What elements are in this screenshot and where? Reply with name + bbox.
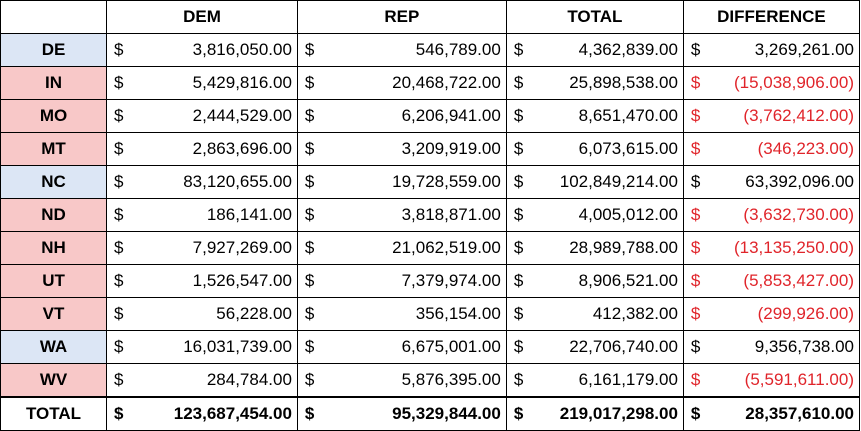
amount-value: 6,073,615.00	[578, 139, 678, 158]
rep-cell[interactable]	[297, 100, 506, 133]
currency-symbol: $	[690, 304, 701, 323]
dem-cell[interactable]	[107, 133, 298, 166]
amount-value: (5,591,611.00)	[744, 370, 854, 389]
dem-cell[interactable]	[107, 331, 298, 364]
amount-value: (346,223.00)	[757, 139, 854, 158]
header-difference[interactable]: DIFFERENCE	[683, 1, 859, 34]
difference-cell[interactable]	[683, 298, 859, 331]
currency-symbol: $	[114, 40, 124, 59]
state-cell[interactable]: ND	[1, 199, 107, 232]
total-cell[interactable]	[506, 364, 683, 398]
currency-symbol: $	[513, 337, 524, 356]
total-cell[interactable]	[506, 199, 683, 232]
header-rep[interactable]: REP	[297, 1, 506, 34]
state-cell[interactable]: WA	[1, 331, 107, 364]
rep-cell[interactable]	[297, 67, 506, 100]
amount-value: 95,329,844.00	[392, 404, 501, 423]
currency-symbol: $	[690, 106, 701, 125]
total-cell[interactable]	[506, 133, 683, 166]
amount-value: 6,206,941.00	[401, 106, 501, 125]
amount-value: 7,927,269.00	[192, 238, 292, 257]
rep-cell[interactable]	[297, 166, 506, 199]
total-dem-cell[interactable]	[107, 397, 298, 431]
currency-symbol: $	[304, 205, 315, 224]
amount-value: 412,382.00	[592, 304, 678, 323]
state-cell[interactable]: IN	[1, 67, 107, 100]
amount-value: 4,362,839.00	[578, 40, 678, 59]
currency-symbol: $	[114, 238, 124, 257]
currency-symbol: $	[114, 271, 124, 290]
amount-value: 25,898,538.00	[569, 73, 678, 92]
currency-symbol: $	[513, 304, 524, 323]
totals-row	[1, 397, 860, 431]
difference-cell[interactable]	[683, 67, 859, 100]
currency-symbol: $	[304, 238, 315, 257]
dem-cell[interactable]	[107, 67, 298, 100]
currency-symbol: $	[513, 205, 524, 224]
amount-value: 1,526,547.00	[192, 271, 292, 290]
amount-value: 56,228.00	[216, 304, 292, 323]
state-cell[interactable]: NH	[1, 232, 107, 265]
table-row	[1, 232, 860, 265]
amount-value: 4,005,012.00	[578, 205, 678, 224]
currency-symbol: $	[513, 238, 524, 257]
table-row	[1, 34, 860, 67]
rep-cell[interactable]	[297, 331, 506, 364]
total-cell[interactable]	[506, 166, 683, 199]
difference-cell[interactable]	[683, 265, 859, 298]
currency-symbol: $	[304, 40, 315, 59]
currency-symbol: $	[690, 73, 701, 92]
currency-symbol: $	[114, 404, 124, 423]
currency-symbol: $	[513, 73, 524, 92]
state-cell[interactable]: MO	[1, 100, 107, 133]
state-cell[interactable]: MT	[1, 133, 107, 166]
currency-symbol: $	[114, 106, 124, 125]
difference-cell[interactable]	[683, 199, 859, 232]
table-row	[1, 265, 860, 298]
currency-symbol: $	[690, 172, 701, 191]
dem-cell[interactable]	[107, 232, 298, 265]
amount-value: 2,444,529.00	[192, 106, 292, 125]
amount-value: 7,379,974.00	[401, 271, 501, 290]
amount-value: 6,161,179.00	[578, 370, 678, 389]
amount-value: 3,818,871.00	[401, 205, 501, 224]
total-rep-cell[interactable]	[297, 397, 506, 431]
dem-cell[interactable]	[107, 166, 298, 199]
difference-cell[interactable]	[683, 232, 859, 265]
amount-value: 20,468,722.00	[392, 73, 501, 92]
difference-cell[interactable]	[683, 364, 859, 398]
total-cell[interactable]	[506, 67, 683, 100]
amount-value: 8,906,521.00	[578, 271, 678, 290]
rep-cell[interactable]	[297, 298, 506, 331]
currency-symbol: $	[690, 238, 701, 257]
table-row	[1, 166, 860, 199]
amount-value: 5,429,816.00	[192, 73, 292, 92]
amount-value: 356,154.00	[415, 304, 501, 323]
total-cell[interactable]	[506, 265, 683, 298]
grand-total-cell[interactable]	[506, 397, 683, 431]
rep-cell[interactable]	[297, 34, 506, 67]
amount-value: 9,356,738.00	[754, 337, 854, 356]
state-cell[interactable]: WV	[1, 364, 107, 398]
rep-cell[interactable]	[297, 364, 506, 398]
table-row	[1, 133, 860, 166]
dem-cell[interactable]	[107, 364, 298, 398]
total-difference-cell[interactable]	[683, 397, 859, 431]
dem-cell[interactable]	[107, 100, 298, 133]
currency-symbol: $	[690, 205, 701, 224]
state-cell[interactable]: NC	[1, 166, 107, 199]
amount-value: 123,687,454.00	[173, 404, 292, 423]
table-row	[1, 364, 860, 398]
amount-value: (5,853,427.00)	[743, 271, 854, 290]
currency-symbol: $	[304, 73, 315, 92]
amount-value: 63,392,096.00	[745, 172, 854, 191]
difference-cell[interactable]	[683, 166, 859, 199]
total-cell[interactable]	[506, 100, 683, 133]
currency-symbol: $	[304, 271, 315, 290]
total-cell[interactable]	[506, 232, 683, 265]
rep-cell[interactable]	[297, 232, 506, 265]
amount-value: 28,357,610.00	[745, 404, 854, 423]
amount-value: 83,120,655.00	[183, 172, 292, 191]
header-total[interactable]: TOTAL	[506, 1, 683, 34]
dem-cell[interactable]	[107, 34, 298, 67]
rep-cell[interactable]	[297, 265, 506, 298]
state-cell[interactable]: VT	[1, 298, 107, 331]
amount-value: 219,017,298.00	[559, 404, 678, 423]
header-row	[1, 1, 860, 34]
currency-symbol: $	[304, 172, 315, 191]
currency-symbol: $	[513, 139, 524, 158]
amount-value: 8,651,470.00	[578, 106, 678, 125]
totals-label[interactable]: TOTAL	[1, 397, 107, 431]
currency-symbol: $	[114, 139, 124, 158]
currency-symbol: $	[304, 370, 315, 389]
currency-symbol: $	[304, 106, 315, 125]
currency-symbol: $	[114, 370, 124, 389]
amount-value: 16,031,739.00	[183, 337, 292, 356]
table-row	[1, 67, 860, 100]
currency-symbol: $	[690, 271, 701, 290]
amount-value: 3,816,050.00	[192, 40, 292, 59]
currency-symbol: $	[513, 404, 524, 423]
currency-symbol: $	[304, 304, 315, 323]
currency-symbol: $	[114, 172, 124, 191]
amount-value: (15,038,906.00)	[733, 73, 854, 92]
currency-symbol: $	[114, 337, 124, 356]
currency-symbol: $	[114, 73, 124, 92]
amount-value: (3,762,412.00)	[743, 106, 854, 125]
amount-value: 3,269,261.00	[754, 40, 854, 59]
table-row	[1, 331, 860, 364]
currency-symbol: $	[513, 40, 524, 59]
rep-cell[interactable]	[297, 133, 506, 166]
total-cell[interactable]	[506, 331, 683, 364]
table-row	[1, 100, 860, 133]
amount-value: 19,728,559.00	[392, 172, 501, 191]
currency-symbol: $	[690, 139, 701, 158]
currency-symbol: $	[690, 370, 701, 389]
amount-value: 3,209,919.00	[401, 139, 501, 158]
amount-value: (299,926.00)	[757, 304, 854, 323]
currency-symbol: $	[690, 404, 701, 423]
difference-cell[interactable]	[683, 34, 859, 67]
amount-value: 6,675,001.00	[401, 337, 501, 356]
amount-value: 5,876,395.00	[401, 370, 501, 389]
amount-value: 2,863,696.00	[192, 139, 292, 158]
currency-symbol: $	[690, 40, 701, 59]
rep-cell[interactable]	[297, 199, 506, 232]
amount-value: 102,849,214.00	[559, 172, 678, 191]
header-dem[interactable]: DEM	[107, 1, 298, 34]
currency-symbol: $	[513, 370, 524, 389]
currency-symbol: $	[304, 404, 315, 423]
total-cell[interactable]	[506, 34, 683, 67]
amount-value: 28,989,788.00	[569, 238, 678, 257]
currency-symbol: $	[114, 304, 124, 323]
total-cell[interactable]	[506, 298, 683, 331]
amount-value: 22,706,740.00	[569, 337, 678, 356]
table-row	[1, 298, 860, 331]
state-cell[interactable]: UT	[1, 265, 107, 298]
amount-value: 186,141.00	[206, 205, 292, 224]
amount-value: 546,789.00	[415, 40, 501, 59]
corner-cell[interactable]	[1, 1, 107, 34]
currency-symbol: $	[304, 139, 315, 158]
table-row	[1, 199, 860, 232]
currency-symbol: $	[304, 337, 315, 356]
amount-value: (3,632,730.00)	[743, 205, 854, 224]
currency-symbol: $	[690, 337, 701, 356]
amount-value: 21,062,519.00	[392, 238, 501, 257]
amount-value: 284,784.00	[206, 370, 292, 389]
difference-cell[interactable]	[683, 331, 859, 364]
currency-symbol: $	[114, 205, 124, 224]
currency-symbol: $	[513, 271, 524, 290]
state-cell[interactable]: DE	[1, 34, 107, 67]
difference-cell[interactable]	[683, 133, 859, 166]
amount-value: (13,135,250.00)	[733, 238, 854, 257]
difference-cell[interactable]	[683, 100, 859, 133]
dem-cell[interactable]	[107, 298, 298, 331]
currency-symbol: $	[513, 172, 524, 191]
dem-cell[interactable]	[107, 265, 298, 298]
currency-symbol: $	[513, 106, 524, 125]
dem-cell[interactable]	[107, 199, 298, 232]
